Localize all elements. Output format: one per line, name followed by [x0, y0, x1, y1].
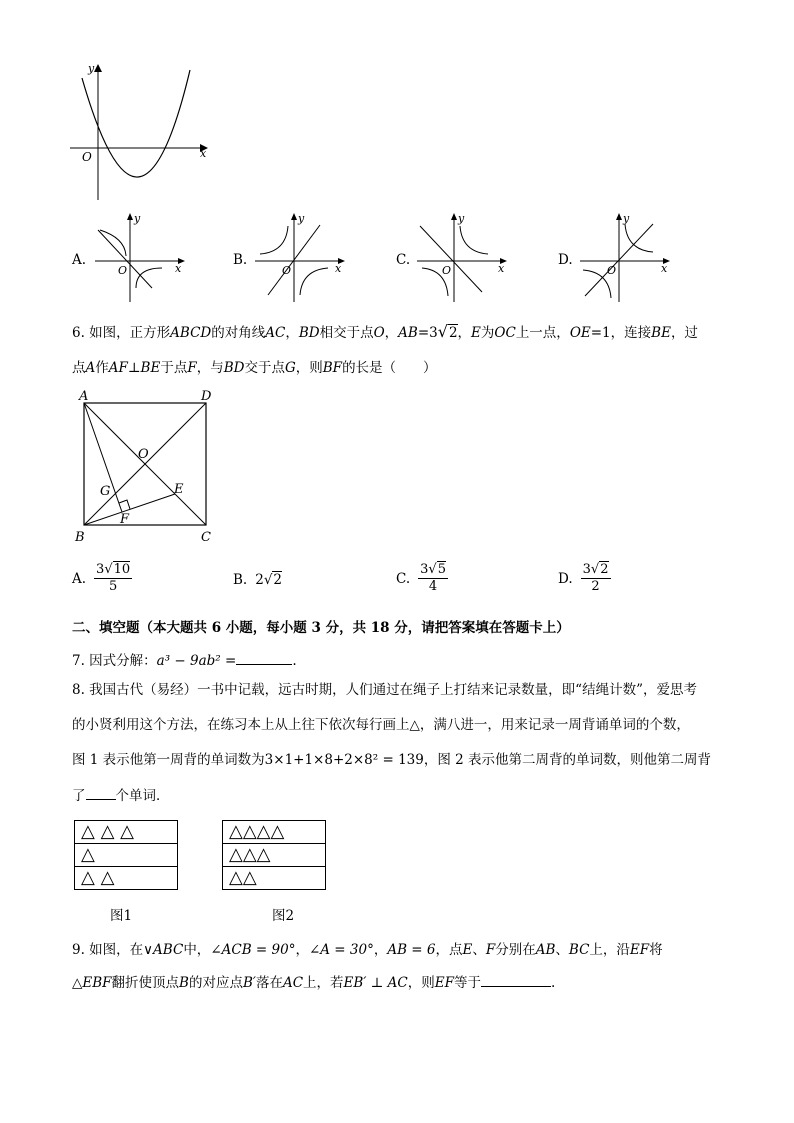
- q8-figure-1: △ △ △ △ △ △: [74, 820, 178, 890]
- svg-text:B: B: [75, 530, 85, 545]
- q6-option-b: B. 2√2: [233, 572, 283, 588]
- q9-line-2: △EBF翻折使顶点B的对应点B′落在AC上，若EB′ ⊥ AC，则EF等于 .: [72, 972, 555, 993]
- svg-text:O: O: [118, 264, 128, 277]
- q9-line-1: 9. 如图，在∨ABC中，∠ACB = 90°，∠A = 30°，AB = 6，点E、F分别在AB、BC上，沿EF将: [72, 942, 663, 958]
- q8-line-3: 图 1 表示他第一周背的单词数为3×1+1×8+2×8² = 139，图 2 表示他第二周背的单词数，则他第二周背: [72, 752, 712, 768]
- parabola-graph: [70, 60, 220, 205]
- q8-figure-2: △△△△ △△△ △△: [222, 820, 326, 890]
- svg-text:O: O: [607, 264, 617, 277]
- svg-text:y: y: [458, 212, 465, 225]
- q8-line-4: 了 个单词．: [72, 785, 170, 806]
- svg-text:x: x: [175, 262, 182, 275]
- q5-option-c-letter: C.: [396, 252, 411, 268]
- q6-option-c: C. $\frac{3√5}{4}$: [396, 562, 446, 594]
- y-axis-label: y: [88, 62, 95, 75]
- svg-text:x: x: [498, 262, 505, 275]
- q6-line-2: 点A作AF⊥BE于点F，与BD交于点G，则BF的长是（ ）: [72, 360, 437, 376]
- svg-text:D: D: [201, 389, 212, 404]
- q5-option-b-graph: [250, 210, 350, 305]
- svg-text:O: O: [282, 264, 292, 277]
- q6-option-d: D. $\frac{3√2}{2}$: [558, 562, 609, 594]
- q6-line-1: 6. 如图，正方形ABCD的对角线AC，BD相交于点O，AB=3√2，E为OC上一点，OE=1，连接BE，过: [72, 322, 698, 341]
- svg-text:F: F: [120, 512, 130, 527]
- svg-text:x: x: [335, 262, 342, 275]
- svg-text:C: C: [201, 530, 211, 545]
- q8-line-1: 8. 我国古代（易经）一书中记载，远古时期，人们通过在绳子上打结来记录数量，即“结绳计数”，爱思考: [72, 682, 697, 698]
- svg-text:y: y: [623, 212, 630, 225]
- q8-line-2: 的小贤利用这个方法，在练习本上从上往下依次每行画上△，满八进一，用来记录一周背诵单词的个数，: [72, 717, 690, 733]
- q8-figure-2-caption: 图2: [272, 908, 295, 924]
- svg-text:E: E: [174, 482, 184, 497]
- section-2-heading: 二、填空题（本大题共 6 小题，每小题 3 分，共 18 分，请把答案填在答题卡上）: [72, 620, 570, 636]
- q7-line: 7. 因式分解：a³ − 9ab² = .: [72, 650, 297, 671]
- q5-option-d-letter: D.: [558, 252, 573, 268]
- svg-text:y: y: [134, 212, 141, 225]
- q9-answer-blank[interactable]: [481, 972, 551, 987]
- q5-option-c-graph: [412, 210, 512, 305]
- q8-figure-1-caption: 图1: [110, 908, 133, 924]
- svg-text:y: y: [298, 212, 305, 225]
- q5-option-a-letter: A.: [72, 252, 87, 268]
- q6-option-a: A. $\frac{3√10}{5}$: [72, 562, 131, 594]
- q5-option-d-graph: [575, 210, 675, 305]
- q5-option-a-graph: [90, 210, 190, 305]
- svg-text:O: O: [442, 264, 452, 277]
- q8-answer-blank[interactable]: [86, 785, 116, 800]
- svg-text:x: x: [661, 262, 668, 275]
- origin-label: O: [82, 150, 92, 164]
- q6-square-figure: [70, 385, 220, 545]
- svg-text:G: G: [100, 484, 111, 499]
- x-axis-label: x: [200, 147, 207, 160]
- q5-option-b-letter: B.: [233, 252, 248, 268]
- q7-answer-blank[interactable]: [236, 650, 292, 665]
- svg-text:O: O: [138, 447, 149, 462]
- svg-text:A: A: [79, 389, 89, 404]
